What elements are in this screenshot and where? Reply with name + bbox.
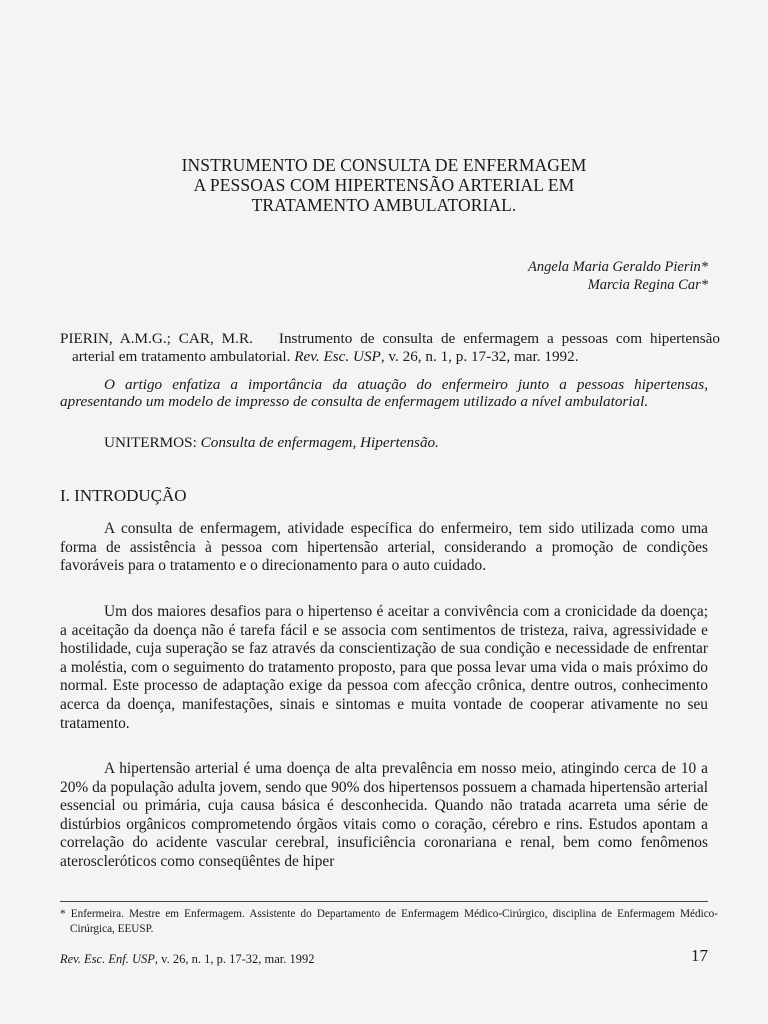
keywords <box>60 434 708 452</box>
footer-details: , v. 26, n. 1, p. 17-32, mar. 1992 <box>154 952 315 966</box>
author-1: Angela Maria Geraldo Pierin* <box>527 259 708 275</box>
title-line-1: INSTRUMENTO DE CONSULTA DE ENFERMAGEM <box>181 155 587 175</box>
keywords-terms: Consulta de enfermagem, Hipertensão. <box>200 434 439 451</box>
title-line-2: A PESSOAS COM HIPERTENSÃO ARTERIAL EM <box>193 175 575 195</box>
paragraph-1 <box>60 520 708 576</box>
citation-journal: Rev. Esc. USP <box>294 348 381 365</box>
footnote: * Enfermeira. Mestre em Enfermagem. Assistente do Departamento de Enfermagem Médico-Cirúrgico, disciplina de Enfermagem Médico-Cirúrgica, EEUSP. <box>60 908 718 935</box>
footer-journal: Rev. Esc. Enf. USP <box>60 952 155 966</box>
citation-reference <box>60 330 720 366</box>
citation-details: , v. 26, n. 1, p. 17-32, mar. 1992. <box>380 348 579 365</box>
page-number: 17 <box>691 946 708 965</box>
paragraph-1-text: A consulta de enfermagem, atividade específica do enfermeiro, tem sido utilizada como uma forma de assistência à pessoa com hipertensão arterial, considerando a promoção de condições favoráveis para o tratamento e o direcionamento para o auto cuidado. <box>60 520 708 575</box>
footnote-divider <box>60 901 708 902</box>
paragraph-2-text: Um dos maiores desafios para o hipertenso é aceitar a convivência com a cronicidade da doença; a aceitação da doença não é tarefa fácil e se associa com sentimentos de tristeza, raiva, agressividade e hostilidade, cuja superação se faz através da conscientização de sua condição e necessidade de enfrentar a moléstia, com o seguimento do tratamento proposto, para que possa levar uma vida o mais próximo do normal. Este processo de adaptação exige da pessoa com afecção crônica, dentre outros, conhecimento acerca da doença, manifestações, sinais e sintomas e muita vontade de cooperar ativamente no seu tratamento. <box>60 603 708 732</box>
page-footer <box>60 951 708 967</box>
section-heading: I. INTRODUÇÃO <box>60 486 187 505</box>
article-title <box>60 155 708 215</box>
title-line-3: TRATAMENTO AMBULATORIAL. <box>251 195 517 215</box>
paragraph-2 <box>60 603 708 733</box>
authors <box>528 258 708 294</box>
citation-text: Instrumento de consulta de enfermagem a pessoas com hipertensão arterial em tratamento ambulatorial. <box>72 330 720 365</box>
paragraph-3 <box>60 760 708 872</box>
keywords-label: UNITERMOS: <box>104 434 197 451</box>
abstract: O artigo enfatiza a importância da atuação do enfermeiro junto a pessoas hipertensas, apresentando um modelo de impresso de consulta de enfermagem utilizado a nível ambulatorial. <box>60 376 708 410</box>
author-2: Marcia Regina Car* <box>587 277 708 293</box>
citation-authors: PIERIN, A.M.G.; CAR, M.R. <box>60 330 253 347</box>
paragraph-3-text: A hipertensão arterial é uma doença de alta prevalência em nosso meio, atingindo cerca de 10 a 20% da população adulta jovem, sendo que 90% dos hipertensos possuem a chamada hipertensão arterial essencial ou primária, cuja causa básica é desconhecida. Quando não tratada acarreta uma série de distúrbios orgânicos comprometendo órgãos vitais como o coração, cérebro e rins. Estudos apontam a correlação do acidente vascular cerebral, insuficiência coronariana e renal, bem como fenômenos ateroscleróticos como conseqüêntes de hiper <box>60 760 708 870</box>
